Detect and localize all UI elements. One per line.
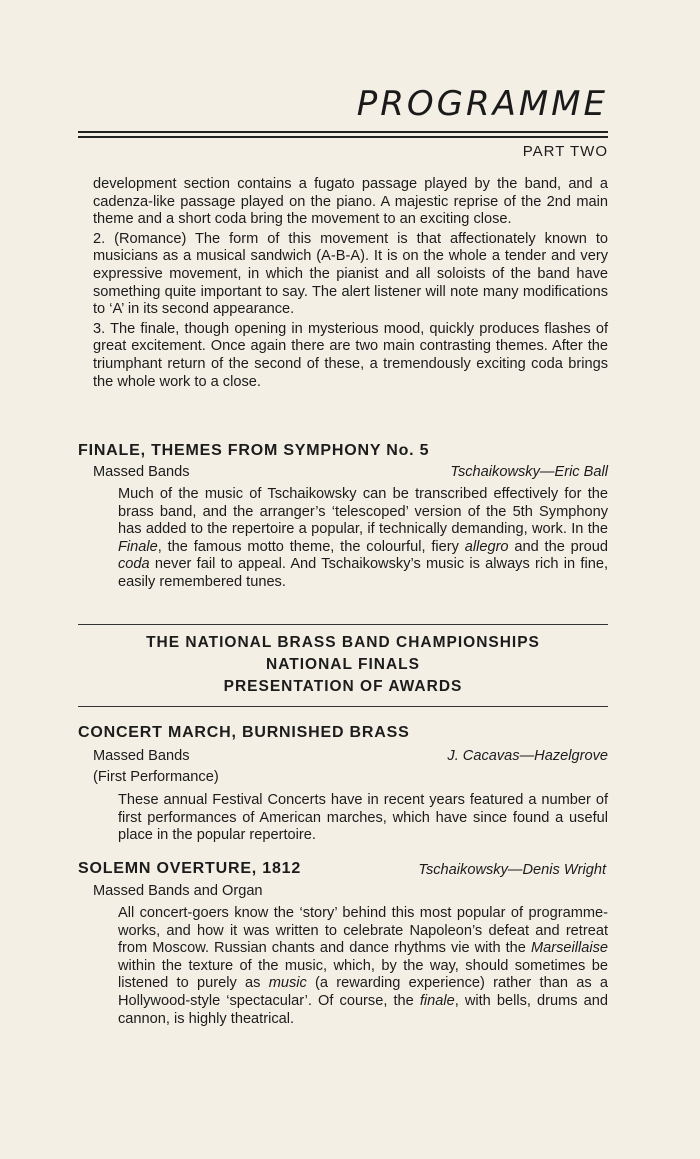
championships-heading	[78, 632, 608, 698]
overture-composer: Tschaikowsky—Denis Wright	[418, 862, 606, 878]
header-rule-top	[78, 131, 608, 133]
finale-desc-emphasis: Finale	[118, 538, 158, 555]
finale-desc-text: and the proud	[508, 538, 608, 555]
finale-desc-text: never fail to appeal. And Tschaikowsky’s music is always rich in fine, easily remembered tunes.	[118, 556, 608, 590]
overture-desc-text: within the texture of the music, which, by the way, should sometimes be listened to purely as	[118, 957, 608, 992]
finale-description	[118, 486, 608, 592]
march-note: (First Performance)	[93, 769, 219, 785]
overture-desc-text: All concert-goers know the ‘story’ behind this most popular of programme-works, and how it was written to celebrate Napoleon’s defeat and retreat from Moscow. Russian chants and dance rhythms vie with the	[118, 905, 608, 957]
overture-desc-emphasis: Marseillaise	[530, 940, 608, 957]
header-rule-bottom	[78, 136, 608, 138]
intro-text	[93, 176, 608, 393]
overture-desc-text: , with bells, drums and cannon, is highly theatrical.	[118, 992, 608, 1027]
march-composer: J. Cacavas—Hazelgrove	[447, 748, 608, 764]
finale-desc-emphasis: allegro	[464, 538, 509, 555]
championships-line: THE NATIONAL BRASS BAND CHAMPIONSHIPS	[146, 634, 540, 651]
overture-title: SOLEMN OVERTURE, 1812	[78, 860, 302, 877]
part-label: PART TWO	[522, 143, 608, 160]
intro-paragraph: 2. (Romance) The form of this movement is that affectionately known to musicians as a musical sandwich (A-B-A). It is on the whole a tender and very expressive movement, in which the pianist and all soloists of the band have something quite important to say. The alert listener will note many modifications to ‘A’ in its second appearance.	[93, 230, 608, 318]
finale-credits	[93, 464, 608, 480]
overture-desc-emphasis: finale	[419, 992, 455, 1009]
overture-performers: Massed Bands and Organ	[93, 883, 263, 899]
intro-paragraph: development section contains a fugato passage played by the band, and a cadenza-like passage played on the piano. A majestic reprise of the 2nd main theme and a short coda bring the movement to an exciting close.	[93, 176, 608, 228]
overture-desc-emphasis: music	[268, 975, 307, 992]
finale-title: FINALE, THEMES FROM SYMPHONY No. 5	[78, 442, 430, 459]
march-performers: Massed Bands	[93, 748, 190, 764]
section-divider-bottom	[78, 706, 608, 707]
page-title: PROGRAMME	[356, 84, 608, 124]
finale-performers: Massed Bands	[93, 464, 190, 480]
overture-description	[118, 905, 608, 1028]
march-description: These annual Festival Concerts have in recent years featured a number of first performances of American marches, which have since found a useful place in the popular repertoire.	[118, 792, 608, 844]
section-divider-top	[78, 624, 608, 625]
finale-desc-text: Much of the music of Tschaikowsky can be transcribed effectively for the brass band, and the arranger’s ‘telescoped’ version of the 5th Symphony has added to the repertoire a popular, if technically demanding, work. In the	[118, 486, 608, 538]
championships-line: PRESENTATION OF AWARDS	[223, 678, 463, 695]
intro-paragraph: 3. The finale, though opening in mysterious mood, quickly produces flashes of great excitement. Once again there are two main contrasting themes. After the triumphant return of the second of these, a tremendously exciting coda brings the whole work to a close.	[93, 320, 608, 390]
finale-desc-emphasis: coda	[118, 556, 150, 573]
finale-desc-text: , the famous motto theme, the colourful, fiery	[157, 538, 465, 555]
finale-composer: Tschaikowsky—Eric Ball	[450, 464, 608, 480]
championships-line: NATIONAL FINALS	[266, 656, 420, 673]
march-title: CONCERT MARCH, BURNISHED BRASS	[78, 724, 410, 741]
overture-desc-text: (a rewarding experience) rather than as a Hollywood-style ‘spectacular’. Of course, the	[118, 975, 608, 1009]
march-credits	[93, 748, 608, 764]
